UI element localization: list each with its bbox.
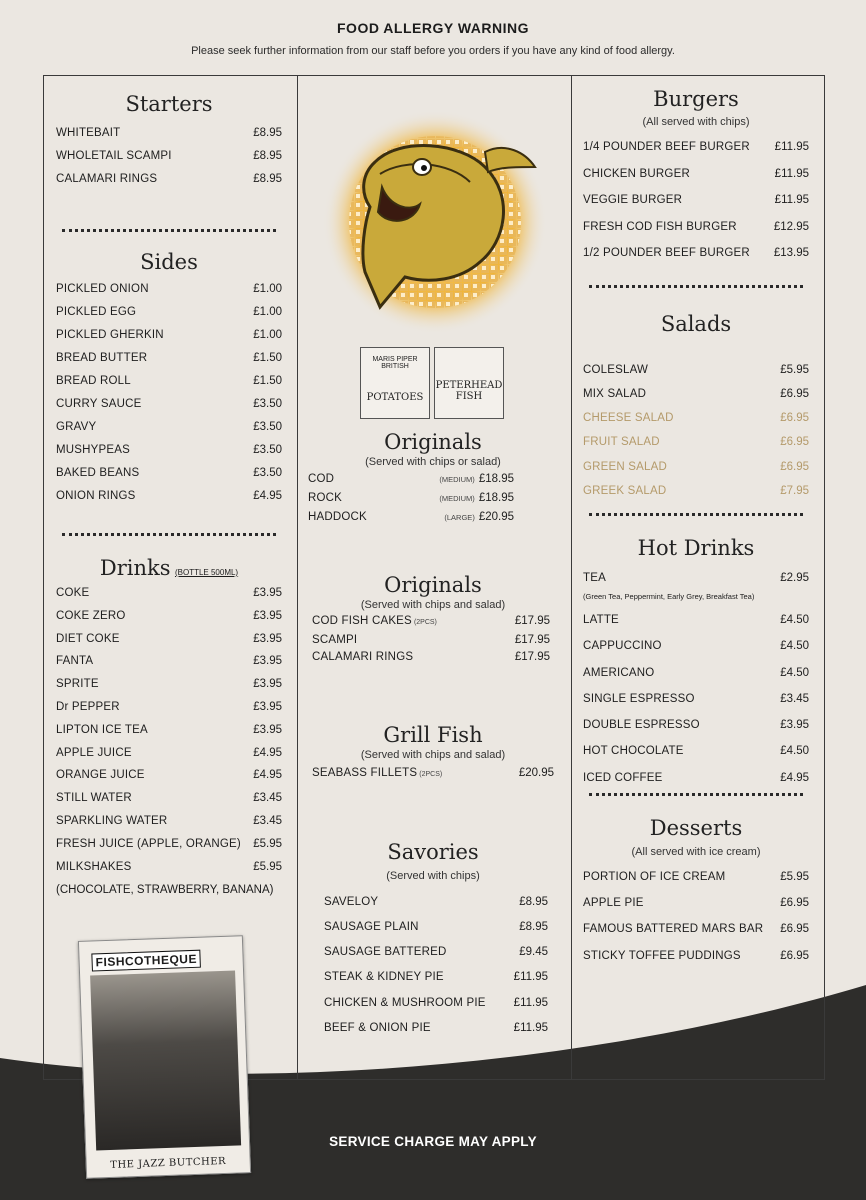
section-divider [589,793,803,796]
item-name: STICKY TOFFEE PUDDINGS [583,949,741,962]
item-price: £3.50 [253,444,282,456]
item-price: £6.95 [780,923,809,936]
item-price-group [439,470,514,489]
photo-caption: THE JAZZ BUTCHER [110,1155,227,1171]
menu-item [324,915,548,940]
menu-item [56,439,282,462]
menu-item [583,455,809,479]
menu-item [312,649,550,667]
menu-item [583,633,809,659]
item-name: FAMOUS BATTERED MARS BAR [583,923,764,936]
item-name: ICED COFFEE [583,771,663,784]
item-price: £11.95 [774,194,809,206]
menu-item [56,696,282,719]
item-name: FRESH JUICE (APPLE, ORANGE) [56,837,241,850]
item-price: £1.00 [253,329,282,341]
item-name: 1/4 POUNDER BEEF BURGER [583,141,750,153]
item-name: STILL WATER [56,792,132,805]
right-column [583,75,809,969]
item-price: £17.95 [514,633,550,646]
item-name: ROCK [308,492,343,504]
allergy-header [0,20,866,57]
menu-item [583,943,809,969]
badge-text: MARIS PIPER [372,356,418,363]
item-name: ORANGE JUICE [56,769,145,782]
menu-item [583,187,809,214]
item-name: WHOLETAIL SCAMPI [56,150,172,162]
burgers-note: (All served with chips) [642,116,750,128]
item-name: LATTE [583,614,619,627]
savories-list [308,890,558,1042]
item-name: SEABASS FILLETS [312,766,418,779]
menu-item [583,430,809,454]
item-price: £3.45 [780,692,809,705]
menu-item [583,161,809,188]
item-name: DIET COKE [56,632,120,645]
item-price: £17.95 [514,615,550,627]
storefront-image [90,970,241,1150]
menu-item [56,582,282,605]
item-name: CALAMARI RINGS [312,651,414,663]
item-name: SAUSAGE BATTERED [324,946,447,959]
item-name: COD [308,473,335,485]
drinks-list [56,582,282,878]
item-name: BREAD BUTTER [56,352,148,364]
item-price: £8.95 [519,920,548,933]
item-name: AMERICANO [583,666,655,679]
item-name: GREEN SALAD [583,460,668,473]
section-title-starters: Starters [125,92,213,116]
menu-item [312,613,550,632]
section-title-hot-drinks: Hot Drinks [637,536,755,561]
item-price: £6.95 [780,949,809,962]
menu-item [56,764,282,787]
item-price: £3.95 [253,700,282,713]
menu-item [56,856,282,879]
item-price: £4.50 [780,614,809,627]
item-price: £11.95 [513,971,548,984]
item-price: £8.95 [519,895,548,908]
section-divider [62,229,276,232]
allergy-warning-text: Please seek further information from our staff before you orders if you have any kind of food allergy. [191,45,675,57]
drinks-heading [56,556,282,580]
item-name: SAVELOY [324,895,379,908]
menu-item [56,301,282,324]
menu-item [56,719,282,742]
item-price: £3.95 [253,655,282,668]
section-divider [62,533,276,536]
originals-note: (Served with chips or salad) [365,456,501,468]
column-divider-right [571,75,572,1080]
peterhead-fish-badge [434,347,504,419]
menu-item [324,940,548,965]
item-name: Dr PEPPER [56,700,120,713]
menu-item [56,650,282,673]
menu-item [583,134,809,161]
menu-item [583,890,809,916]
menu-item [56,370,282,393]
item-price: £3.95 [253,587,282,599]
item-name: BAKED BEANS [56,467,140,479]
item-price: £9.45 [519,946,548,959]
item-price: £7.95 [780,484,809,497]
section-title-originals-2: Originals [384,573,482,597]
item-price: £20.95 [518,766,554,779]
item-price-group [439,489,514,508]
item-price: £6.95 [780,460,809,473]
item-price: £18.95 [478,492,514,504]
item-price: £6.95 [780,387,809,400]
item-price: £11.95 [513,996,548,1009]
item-price: £8.95 [253,127,282,139]
item-price: £3.45 [253,792,282,805]
menu-item [56,145,282,168]
desserts-note: (All served with ice cream) [631,845,761,858]
menu-item [583,568,809,588]
menu-item [56,278,282,301]
item-price-group [515,613,550,631]
item-price: £4.50 [780,745,809,758]
item-price: £4.50 [780,640,809,653]
item-price: £5.95 [780,363,809,376]
item-price: £8.95 [253,173,282,185]
section-title-burgers: Burgers [653,87,739,111]
photo-sign: FISHCOTHEQUE [91,950,201,972]
item-price: £4.95 [253,769,282,782]
item-name: FRUIT SALAD [583,436,660,449]
item-price: £6.95 [780,412,809,425]
item-price: £6.95 [780,436,809,449]
menu-item [312,764,554,784]
item-name: APPLE PIE [583,897,644,909]
menu-item [56,462,282,485]
badge-text: PETERHEAD [435,380,503,391]
burgers-list [583,134,809,267]
item-price: £3.95 [253,632,282,645]
item-price: £3.50 [253,467,282,479]
menu-item [312,632,550,650]
item-price: £11.95 [774,167,809,180]
item-name: CHICKEN BURGER [583,167,690,180]
section-title-drinks: Drinks [99,556,171,580]
section-title-salads: Salads [660,311,732,336]
item-name: COLESLAW [583,363,649,376]
item-name: PICKLED ONION [56,283,149,295]
item-name: GREEK SALAD [583,484,667,497]
menu-item [308,508,514,527]
grill-fish-list [308,764,558,784]
drinks-size-note: (BOTTLE 500ML) [174,568,239,577]
item-name: 1/2 POUNDER BEEF BURGER [583,247,750,259]
item-name: FRESH COD FISH BURGER [583,220,737,233]
item-price: £18.95 [478,473,514,485]
item-price: £8.95 [253,150,282,162]
fish-disco-logo [310,112,560,337]
item-name: TEA [583,572,606,585]
item-name: COD FISH CAKES [312,615,412,627]
item-size: (LARGE) [444,513,475,522]
grill-fish-note: (Served with chips and salad) [360,748,506,761]
menu-item [583,358,809,382]
item-price: £4.95 [253,746,282,759]
menu-item [583,738,809,764]
menu-item [583,240,809,267]
item-price: £5.95 [253,837,282,850]
menu-item [583,607,809,633]
item-price: £1.50 [253,375,282,387]
menu-item [56,605,282,628]
section-title-sides: Sides [140,250,198,274]
menu-item [56,122,282,145]
menu-item [324,991,548,1016]
menu-item [56,416,282,439]
item-name: CURRY SAUCE [56,398,142,410]
menu-item [56,347,282,370]
item-name: CHICKEN & MUSHROOM PIE [324,996,486,1009]
item-name: CAPPUCCINO [583,640,662,653]
item-name: VEGGIE BURGER [583,194,683,206]
item-size: (2PCS) [413,619,437,626]
item-price: £3.95 [253,609,282,622]
item-price: £17.95 [514,651,550,663]
item-name: SAUSAGE PLAIN [324,920,419,933]
item-name: CHEESE SALAD [583,412,674,425]
item-name: MILKSHAKES [56,860,132,873]
menu-item [583,916,809,942]
menu-item [583,214,809,241]
menu-item [56,485,282,508]
item-size: (2PCS) [419,770,443,778]
menu-item [583,765,809,791]
menu-item [56,742,282,765]
item-price: £11.95 [774,141,809,153]
item-name: MIX SALAD [583,387,647,400]
badge-text: FISH [455,391,483,402]
menu-item [308,489,514,508]
menu-item [56,393,282,416]
item-price: £1.00 [253,306,282,318]
section-title-desserts: Desserts [649,815,743,840]
menu-item [583,382,809,406]
starters-list [56,122,282,191]
service-charge-note: SERVICE CHARGE MAY APPLY [329,1134,537,1149]
badge-text: BRITISH [381,363,409,370]
item-price: £12.95 [773,220,809,233]
item-price: £3.95 [253,723,282,736]
originals-2-note: (Served with chips and salad) [360,599,506,611]
badge-text: POTATOES [366,392,424,403]
item-price-group [444,508,514,527]
originals-2-list [308,613,558,667]
item-price: £11.95 [513,1021,548,1034]
item-name: WHITEBAIT [56,127,121,139]
menu-item [56,810,282,833]
item-price: £4.95 [780,771,809,784]
left-column [56,75,282,896]
maris-piper-potatoes-badge [360,347,430,419]
item-name: HADDOCK [308,511,367,523]
menu-item [583,479,809,503]
menu-item [583,406,809,430]
item-price-group [515,632,550,650]
item-name: LIPTON ICE TEA [56,723,148,736]
item-name: ONION RINGS [56,490,136,502]
section-divider [589,285,803,288]
menu-item [56,673,282,696]
item-price: £3.50 [253,398,282,410]
sides-list [56,278,282,508]
salads-list [583,358,809,504]
item-name: SPRITE [56,678,99,691]
item-name: GRAVY [56,421,97,433]
section-title-savories: Savories [387,839,479,864]
item-name: HOT CHOCOLATE [583,745,684,758]
menu-item [583,864,809,890]
item-price: £3.95 [780,719,809,732]
allergy-warning-title: FOOD ALLERGY WARNING [337,20,529,36]
menu-item [583,686,809,712]
menu-item [56,168,282,191]
item-size: (MEDIUM) [439,494,475,503]
menu-item [56,787,282,810]
item-name: PICKLED EGG [56,306,137,318]
item-price: £2.95 [780,572,809,585]
item-name: COKE [56,587,90,599]
menu-item [324,890,548,915]
item-price: £3.50 [253,421,282,433]
item-price: £5.95 [253,860,282,873]
item-name: BREAD ROLL [56,375,131,387]
item-price: £5.95 [780,870,809,883]
item-price: £20.95 [478,511,514,523]
item-price: £1.00 [253,283,282,295]
item-name: FANTA [56,655,94,668]
item-name: BEEF & ONION PIE [324,1021,431,1034]
item-name: PICKLED GHERKIN [56,329,164,341]
savories-note: (Served with chips) [386,869,480,882]
milkshake-flavours: (CHOCOLATE, STRAWBERRY, BANANA) [56,884,274,897]
menu-item [583,712,809,738]
item-price: £4.95 [253,490,282,502]
item-name: SCAMPI [312,633,358,646]
menu-item [583,660,809,686]
item-name: MUSHYPEAS [56,444,131,456]
item-price: £13.95 [773,247,809,259]
menu-item [324,965,548,990]
item-name: APPLE JUICE [56,746,132,759]
middle-column [308,430,558,1041]
item-name: SINGLE ESPRESSO [583,692,695,705]
section-title-originals: Originals [384,430,482,454]
item-price: £6.95 [780,897,809,909]
section-divider [589,513,803,516]
originals-list [308,470,558,527]
item-name: SPARKLING WATER [56,814,168,827]
item-price: £4.50 [780,666,809,679]
menu-item [56,324,282,347]
item-price-group [515,649,550,667]
item-size: (MEDIUM) [439,475,475,484]
item-name: DOUBLE ESPRESSO [583,719,700,732]
item-name: PORTION OF ICE CREAM [583,870,726,883]
menu-item [308,470,514,489]
item-name: CALAMARI RINGS [56,173,158,185]
column-divider-left [297,75,298,1080]
item-name: STEAK & KIDNEY PIE [324,971,444,984]
item-price: £3.45 [253,814,282,827]
desserts-list [583,864,809,969]
hot-drinks-list [583,607,809,790]
item-name: COKE ZERO [56,609,126,622]
item-price-group [519,764,554,782]
tea-varieties-note: (Green Tea, Peppermint, Early Grey, Breakfast Tea) [583,592,755,602]
menu-item [56,628,282,651]
item-price: £3.95 [253,678,282,691]
menu-item [56,833,282,856]
section-title-grill-fish: Grill Fish [383,722,483,747]
menu-item [324,1016,548,1041]
item-price: £1.50 [253,352,282,364]
